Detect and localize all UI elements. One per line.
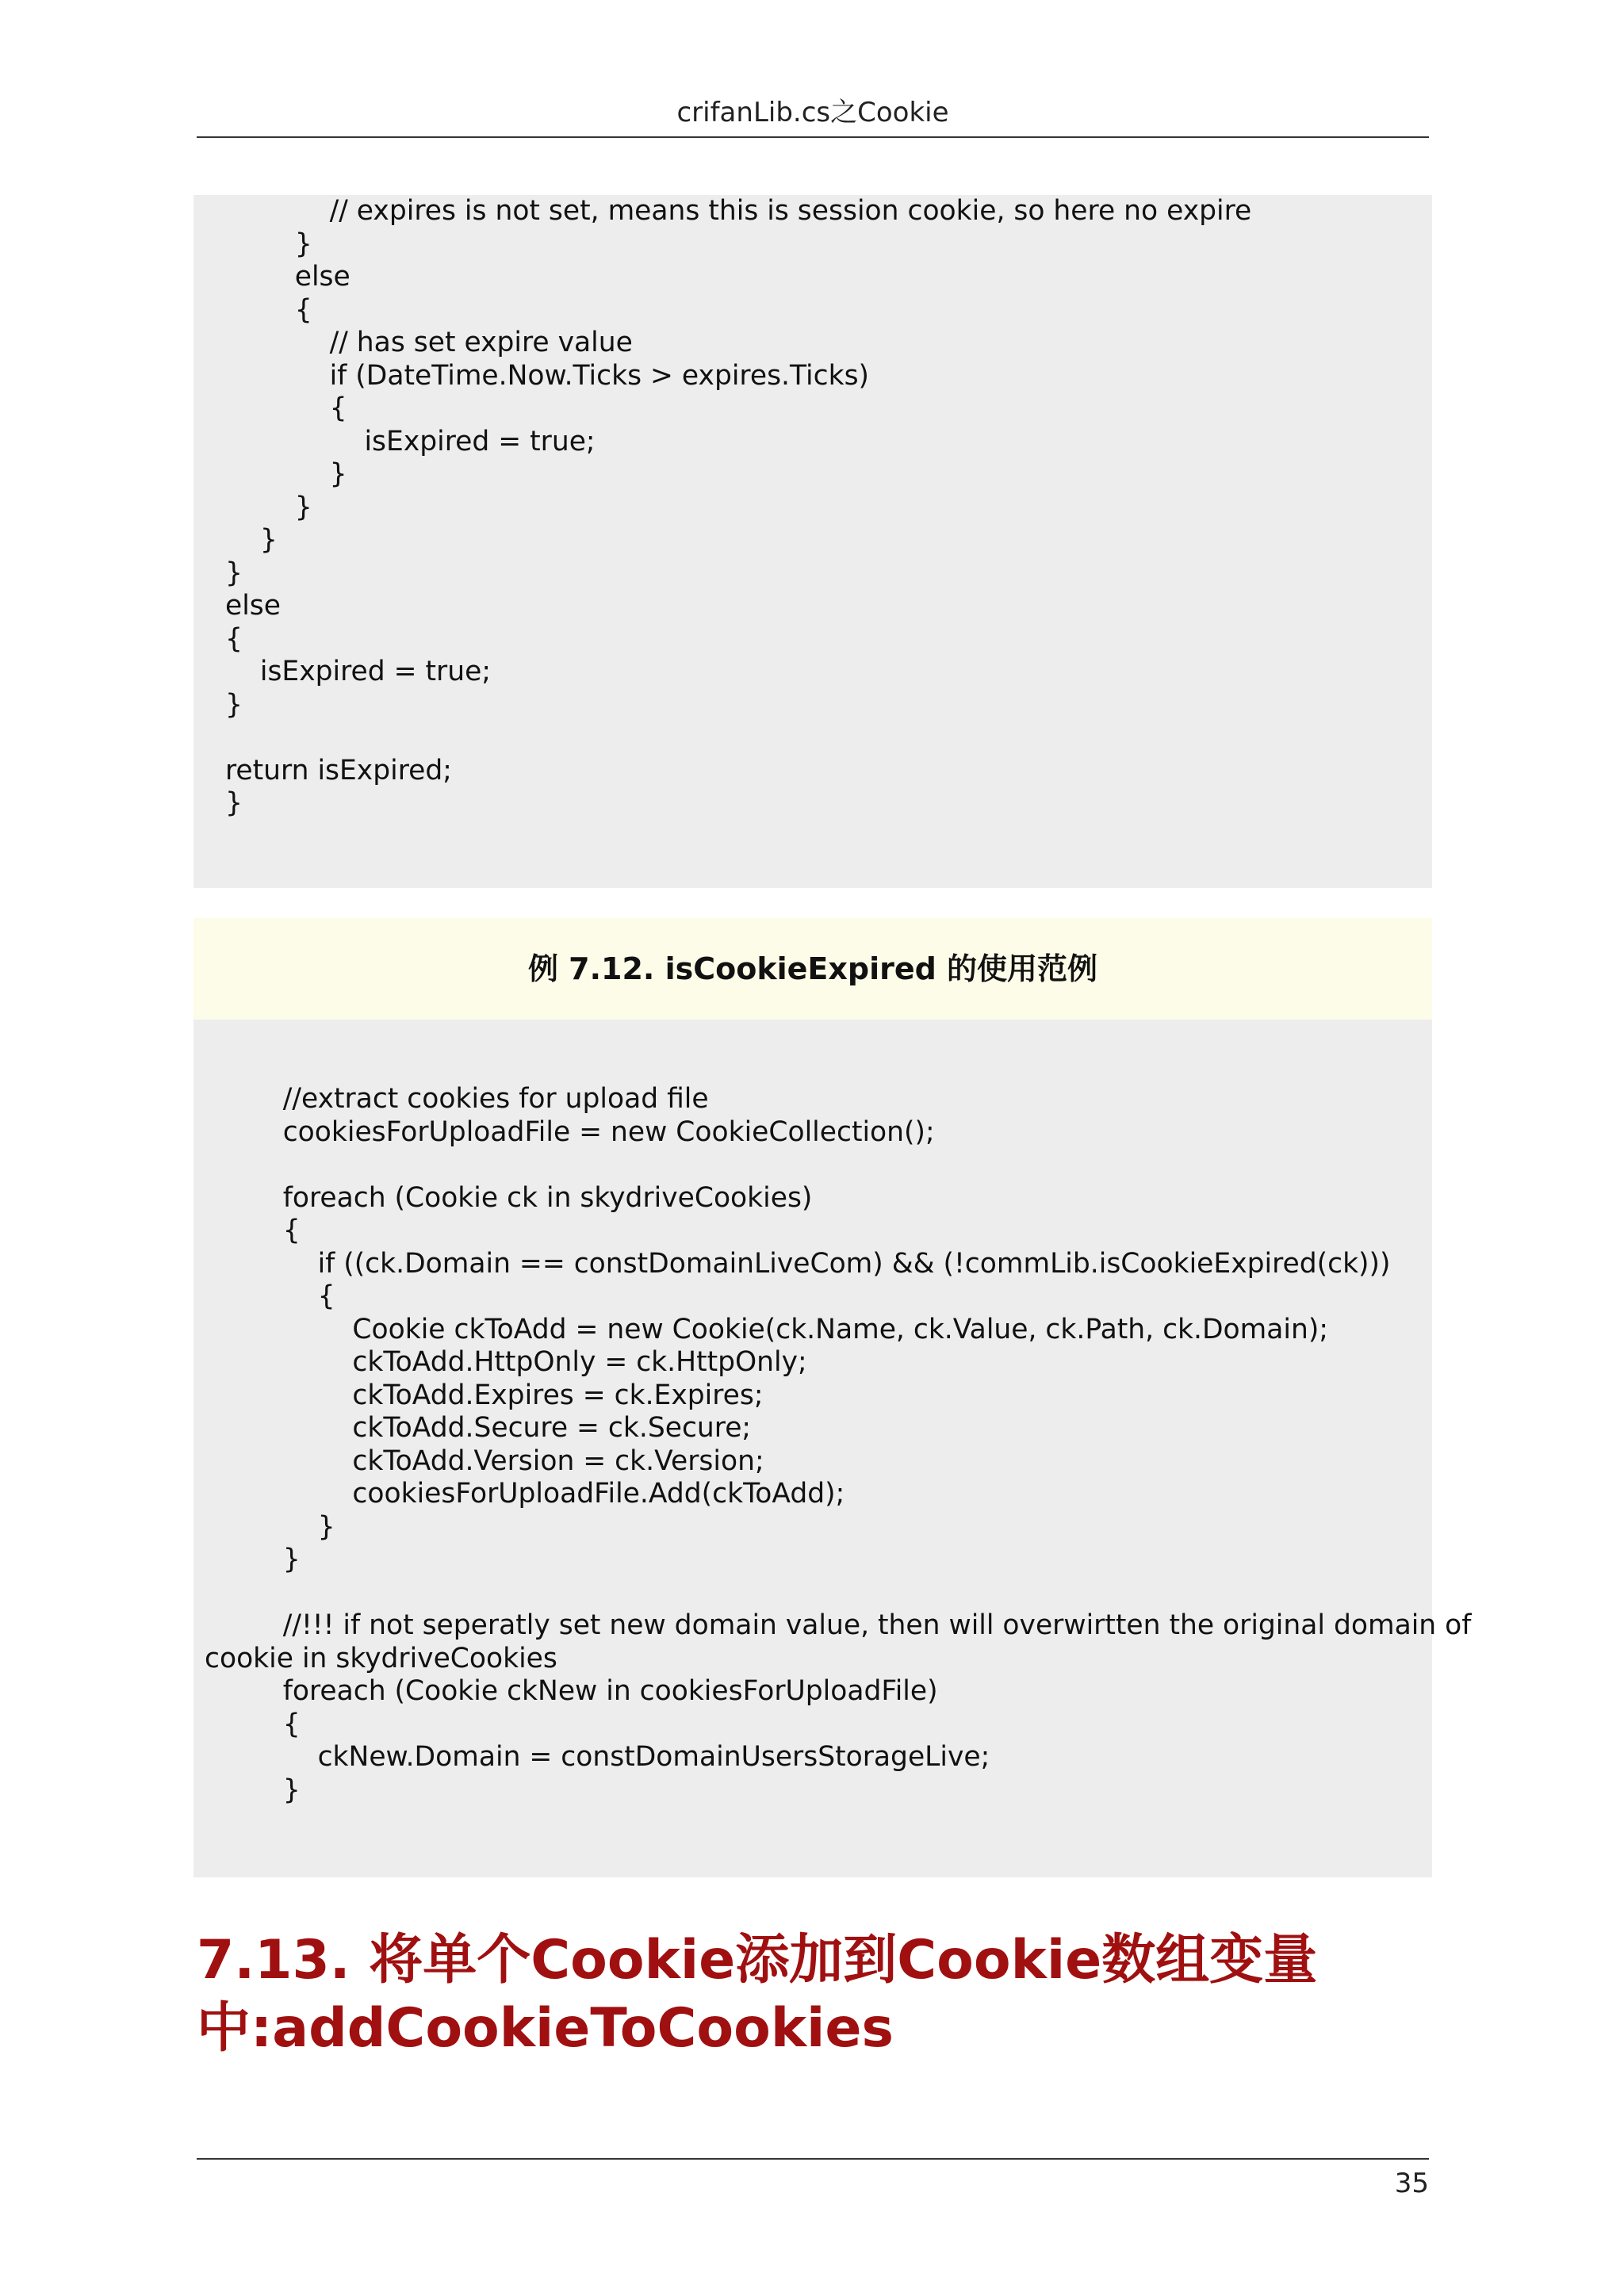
section-heading: 7.13. 将单个Cookie添加到Cookie数组变量 中:addCookieToCookies	[197, 1929, 1318, 2060]
code-block-usage-example	[193, 1020, 1472, 1877]
code-block-is-cookie-expired	[193, 195, 1432, 888]
example-title: 例 7.12. isCookieExpired 的使用范例	[527, 951, 1098, 986]
code-text: // expires is not set, means this is session cookie, so here no expire } else { // has set expire value if (DateTime.Now.Ticks > expires.Ticks) { isExpired = true; } } } } else { isExpired = true; } return isExpired; }	[225, 195, 1252, 819]
page-number: 35	[1394, 2168, 1429, 2199]
code-text: //extract cookies for upload file cookiesForUploadFile = new CookieCollection(); foreach (Cookie ck in skydriveCookies) { if ((ck.Domain == constDomainLiveCom) && (!commLib.isCookieExpired(ck))) { Cookie ckToAdd = new Cookie(ck.Name, ck.Value, ck.Path, ck.Domain); ckToAdd.HttpOnly = ck.HttpOnly; ckToAdd.Expires = ck.Expires; ckToAdd.Secure = ck.Secure; ckToAdd.Version = ck.Version; cookiesForUploadFile.Add(ckToAdd); } } //!!! if not seperatly set new domain value, then will overwirtten the original domain of cookie in skydriveCookies foreach (Cookie ckNew in cookiesForUploadFile) { ckNew.Domain = constDomainUsersStorageLive; }	[205, 1083, 1472, 1806]
page-footer	[197, 2158, 1429, 2199]
example-title-bar	[193, 918, 1432, 1020]
page-header	[197, 89, 1429, 138]
page-header-title: crifanLib.cs之Cookie	[676, 97, 949, 128]
